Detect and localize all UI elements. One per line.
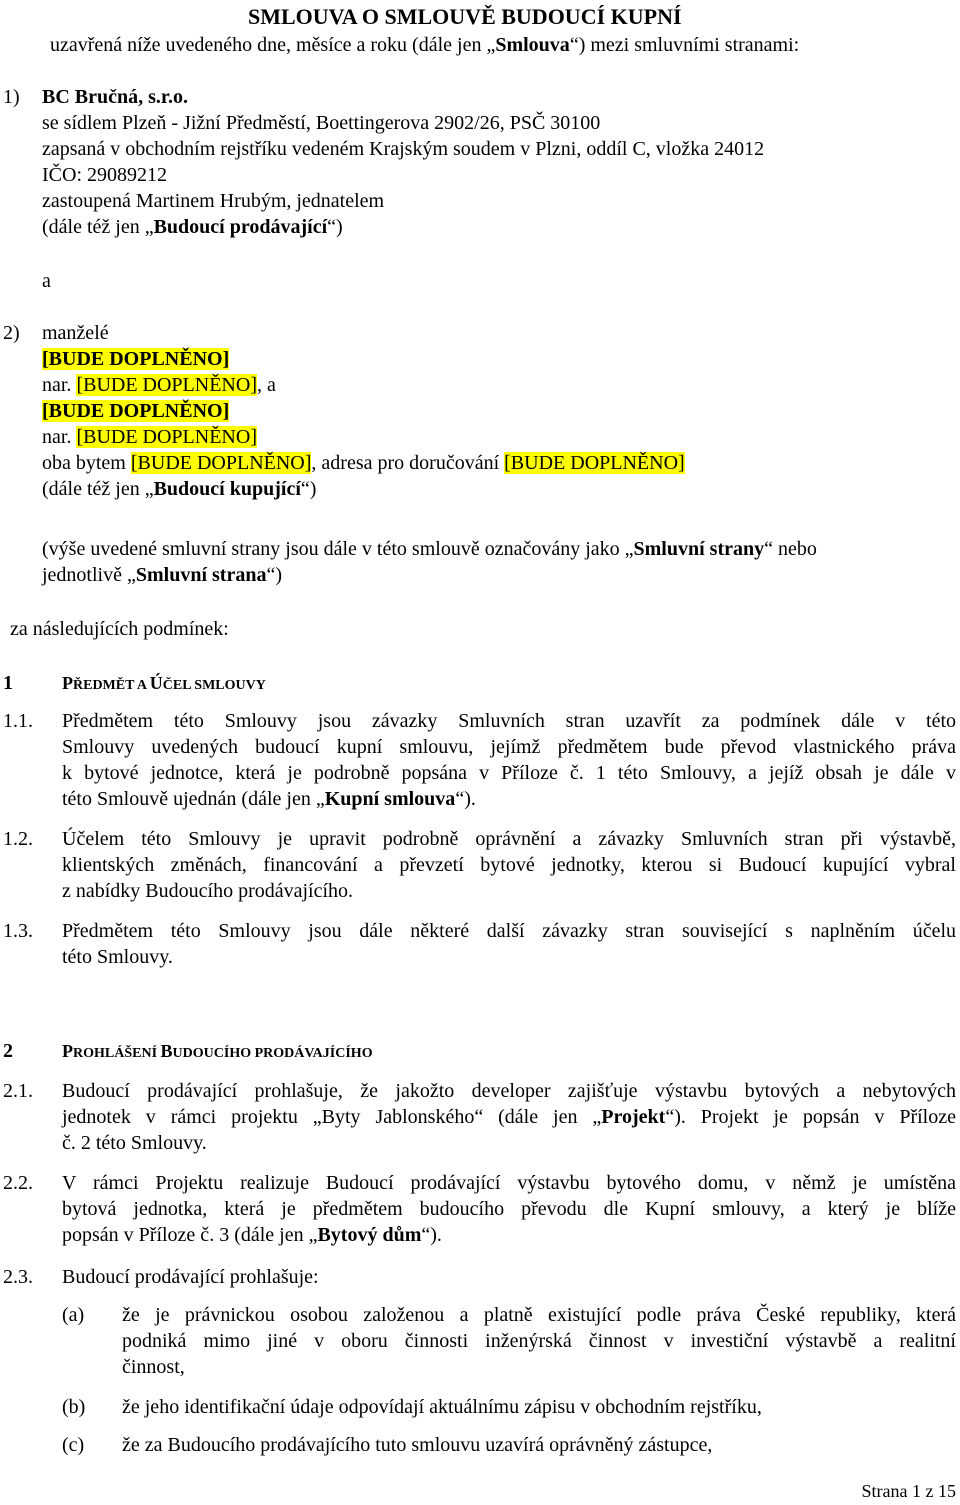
document-title-text: SMLOUVA O SMLOUVĚ BUDOUCÍ KUPNÍ bbox=[248, 4, 682, 29]
spouse2-born bbox=[42, 424, 257, 450]
placeholder-highlight: [BUDE DOPLNĚNO] bbox=[76, 374, 257, 396]
party1-registry-text: zapsaná v obchodním rejstříku vedeném Krajským soudem v Plzni, oddíl C, vložka 24012 bbox=[42, 138, 765, 160]
note-post: “ nebo bbox=[764, 538, 817, 560]
placeholder-highlight: [BUDE DOPLNĚNO] bbox=[130, 452, 312, 474]
heading-cap: Ú bbox=[149, 673, 163, 693]
born-label: nar. bbox=[42, 426, 77, 448]
spouse2-name bbox=[42, 398, 229, 424]
clause-post: “). bbox=[455, 788, 476, 810]
party2-alias-bold: Budoucí kupující bbox=[153, 478, 301, 500]
clause-num: 2.1. bbox=[3, 1080, 33, 1102]
party1-alias bbox=[42, 214, 343, 240]
party1-ico-text: IČO: 29089212 bbox=[42, 164, 167, 186]
clause-line bbox=[62, 1222, 956, 1248]
heading-cap: B bbox=[160, 1041, 173, 1061]
note2-pre: jednotlivě „ bbox=[42, 564, 136, 586]
party1-alias-bold: Budoucí prodávající bbox=[153, 216, 328, 238]
conditions-line bbox=[10, 616, 229, 642]
party1-alias-post: “) bbox=[327, 216, 343, 238]
address-mid: , adresa pro doručování bbox=[311, 452, 505, 474]
clause-bold: Kupní smlouva bbox=[324, 788, 456, 810]
clause-number bbox=[3, 1264, 33, 1290]
document-title bbox=[248, 4, 682, 30]
clause-line: klientských změnách, financování a převzetí bytové jednotky, kterou si Budoucí kupující vybral bbox=[62, 854, 956, 876]
party2-label-text: manželé bbox=[42, 322, 109, 344]
clause-line bbox=[62, 786, 956, 812]
page-number-text: Strana 1 z 15 bbox=[861, 1481, 956, 1501]
party2-address bbox=[42, 450, 685, 476]
note2-bold: Smluvní strana bbox=[135, 564, 267, 586]
clause-1-2 bbox=[62, 826, 956, 904]
note-bold: Smluvní strany bbox=[633, 538, 765, 560]
intro-post: “) mezi smluvními stranami: bbox=[569, 34, 800, 56]
item-line: že za Budoucího prodávajícího tuto smlouvu uzavírá oprávněný zástupce, bbox=[122, 1434, 713, 1456]
party1-name-text: BC Bručná, s.r.o. bbox=[42, 86, 188, 108]
clause-line: Budoucí prodávající prohlašuje: bbox=[62, 1266, 319, 1288]
party1-address-text: se sídlem Plzeň - Jižní Předměstí, Boettingerova 2902/26, PSČ 30100 bbox=[42, 112, 601, 134]
item-line: že je právnickou osobou založenou a platně existující podle práva České republiky, která bbox=[122, 1304, 956, 1326]
section2-num: 2 bbox=[3, 1040, 13, 1062]
item-line: podniká mimo jiné v oboru činnosti inženýrská činnost v investiční výstavbě a realitní bbox=[122, 1330, 956, 1352]
clause-number bbox=[3, 826, 33, 852]
heading-small: ŘEDMĚT A bbox=[73, 678, 150, 693]
section1-num: 1 bbox=[3, 672, 13, 694]
item-label-text: (a) bbox=[62, 1304, 85, 1326]
clause-num: 1.1. bbox=[3, 710, 33, 732]
item-label-text: (b) bbox=[62, 1396, 86, 1418]
spouse1-name bbox=[42, 346, 229, 372]
clause-line: bytová jednotka, která je předmětem budoucího převodu dle Kupní smlouvy, a který je blíže bbox=[62, 1198, 956, 1220]
clause-line: z nabídky Budoucího prodávajícího. bbox=[62, 880, 354, 902]
party1-ico bbox=[42, 162, 167, 188]
party1-num: 1) bbox=[3, 86, 20, 108]
placeholder-highlight: [BUDE DOPLNĚNO] bbox=[504, 452, 685, 474]
clause-2-2 bbox=[62, 1170, 956, 1248]
heading-small: UDOUCÍHO PRODÁVAJÍCÍHO bbox=[172, 1046, 373, 1061]
clause-num: 2.3. bbox=[3, 1266, 33, 1288]
heading-small: ČEL SMLOUVY bbox=[162, 678, 266, 693]
parties-note-line1 bbox=[42, 536, 817, 562]
comma-and: , a bbox=[256, 374, 276, 396]
party1-number bbox=[3, 84, 20, 110]
intro-line bbox=[50, 32, 799, 58]
section1-number bbox=[3, 670, 13, 696]
intro-bold: Smlouva bbox=[495, 34, 570, 56]
clause-bold: Projekt bbox=[601, 1106, 666, 1128]
placeholder-highlight: [BUDE DOPLNĚNO] bbox=[76, 426, 257, 448]
clause-num: 1.3. bbox=[3, 920, 33, 942]
clause-line: V rámci Projektu realizuje Budoucí prodávající výstavbu bytového domu, v němž je umístěna bbox=[62, 1172, 956, 1194]
page-number bbox=[862, 1478, 956, 1504]
heading-cap: P bbox=[62, 1041, 73, 1061]
born-label: nar. bbox=[42, 374, 77, 396]
party1-represented bbox=[42, 188, 384, 214]
item-line: že jeho identifikační údaje odpovídají aktuálnímu zápisu v obchodním rejstříku, bbox=[122, 1396, 762, 1418]
clause-post: “). Projekt je popsán v Příloze bbox=[665, 1106, 956, 1128]
clause-2-1 bbox=[62, 1078, 956, 1156]
clause-line: k bytové jednotce, která je podrobně popsána v Příloze č. 1 této Smlouvy, a jejíž obsah je dále v bbox=[62, 762, 956, 784]
clause-line: Předmětem této Smlouvy jsou dále některé další závazky stran související s naplněním účelu bbox=[62, 920, 956, 942]
clause-1-3 bbox=[62, 918, 956, 970]
clause-2-3 bbox=[62, 1264, 319, 1290]
clause-line: č. 2 této Smlouvy. bbox=[62, 1132, 207, 1154]
clause-num: 1.2. bbox=[3, 828, 33, 850]
section2-number bbox=[3, 1038, 13, 1064]
party2-alias-pre: (dále též jen „ bbox=[42, 478, 154, 500]
section2-heading bbox=[62, 1038, 373, 1067]
item-label bbox=[62, 1394, 85, 1420]
parties-note-line2 bbox=[42, 562, 282, 588]
party1-alias-pre: (dále též jen „ bbox=[42, 216, 154, 238]
clause-number bbox=[3, 1170, 33, 1196]
spouse1-born bbox=[42, 372, 276, 398]
party2-alias-post: “) bbox=[300, 478, 317, 500]
party2-label bbox=[42, 320, 109, 346]
clause-line: Budoucí prodávající prohlašuje, že jakožto developer zajišťuje výstavbu bytových a nebytových bbox=[62, 1080, 956, 1102]
clause-line: Smlouvy uvedených budoucí kupní smlouvu, jejímž předmětem bude převod vlastnického práva bbox=[62, 736, 956, 758]
note2-post: “) bbox=[266, 564, 282, 586]
item-label bbox=[62, 1302, 84, 1328]
clause-number bbox=[3, 918, 33, 944]
clause-num: 2.2. bbox=[3, 1172, 33, 1194]
clause-pre: této Smlouvě ujednán (dále jen „ bbox=[62, 788, 325, 810]
party1-name bbox=[42, 84, 188, 110]
clause-pre: popsán v Příloze č. 3 (dále jen „ bbox=[62, 1224, 318, 1246]
item-b bbox=[122, 1394, 762, 1420]
item-line: činnost, bbox=[122, 1356, 185, 1378]
clause-post: “). bbox=[421, 1224, 442, 1246]
section1-heading bbox=[62, 670, 266, 699]
intro-pre: uzavřená níže uvedeného dne, měsíce a roku (dále jen „ bbox=[50, 34, 496, 56]
clause-line bbox=[62, 1104, 956, 1130]
clause-number bbox=[3, 708, 33, 734]
item-c bbox=[122, 1432, 712, 1458]
party1-registry bbox=[42, 136, 764, 162]
party1-represented-text: zastoupená Martinem Hrubým, jednatelem bbox=[42, 190, 385, 212]
clause-bold: Bytový dům bbox=[317, 1224, 422, 1246]
conditions-text: za následujících podmínek: bbox=[10, 618, 229, 640]
clause-line: Účelem této Smlouvy je upravit podrobně oprávnění a závazky Smluvních stran při výstavbě, bbox=[62, 828, 956, 850]
party2-alias bbox=[42, 476, 316, 502]
clause-number bbox=[3, 1078, 33, 1104]
party2-number bbox=[3, 320, 20, 346]
and-word-text: a bbox=[42, 270, 51, 292]
clause-1-1 bbox=[62, 708, 956, 812]
and-word bbox=[42, 268, 51, 294]
clause-line: této Smlouvy. bbox=[62, 946, 173, 968]
heading-small: ROHLÁŠENÍ bbox=[73, 1046, 161, 1061]
item-label bbox=[62, 1432, 84, 1458]
item-label-text: (c) bbox=[62, 1434, 85, 1456]
clause-pre: jednotek v rámci projektu „Byty Jablonského“ (dále jen „ bbox=[62, 1106, 602, 1128]
clause-line: Předmětem této Smlouvy jsou závazky Smluvních stran uzavřít za podmínek dále v této bbox=[62, 710, 956, 732]
placeholder-highlight: [BUDE DOPLNĚNO] bbox=[42, 400, 230, 422]
note-pre: (výše uvedené smluvní strany jsou dále v této smlouvě označovány jako „ bbox=[42, 538, 634, 560]
party2-num: 2) bbox=[3, 322, 20, 344]
party1-address bbox=[42, 110, 600, 136]
placeholder-highlight: [BUDE DOPLNĚNO] bbox=[42, 348, 230, 370]
item-a bbox=[122, 1302, 956, 1380]
address-pre: oba bytem bbox=[42, 452, 131, 474]
heading-cap: P bbox=[62, 673, 73, 693]
